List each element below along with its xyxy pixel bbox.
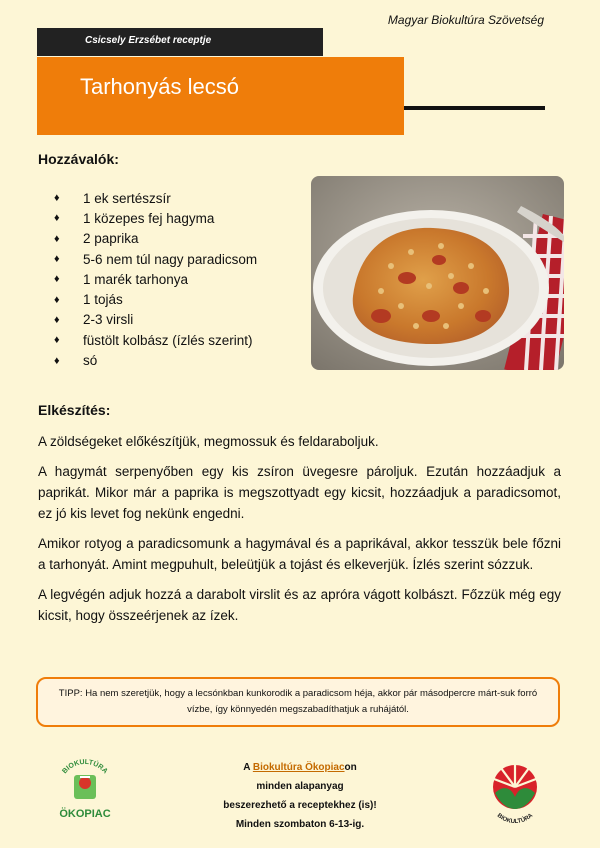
- ingredient-text: 1 közepes fej hagyma: [83, 210, 215, 226]
- author-bar: [37, 28, 323, 56]
- list-item: [54, 188, 257, 208]
- title-banner: [37, 57, 404, 135]
- footer-line: minden alapanyag: [256, 781, 344, 792]
- okopiac-logo-top-text: BIOKULTÚRA: [61, 758, 109, 776]
- ingredient-text: 1 tojás: [83, 292, 123, 308]
- ingredients-heading: Hozzávalók:: [38, 151, 119, 167]
- bullet-icon: ♦: [54, 293, 60, 306]
- bullet-icon: ♦: [54, 253, 60, 266]
- bullet-icon: ♦: [54, 212, 60, 225]
- list-item: [54, 229, 257, 249]
- footer-prefix: A: [243, 762, 253, 773]
- bullet-icon: ♦: [54, 273, 60, 286]
- ingredient-text: 2 paprika: [83, 231, 139, 247]
- list-item: [54, 289, 257, 309]
- okopiac-link[interactable]: Biokultúra Ökopiac: [252, 762, 345, 773]
- list-item: [54, 269, 257, 289]
- okopiac-logo: [50, 753, 120, 831]
- footer-line: Minden szombaton 6-13-ig.: [235, 819, 365, 830]
- recipe-title: Tarhonyás lecsó: [80, 74, 239, 99]
- ingredient-text: só: [83, 353, 98, 369]
- bullet-icon: ♦: [54, 232, 60, 245]
- svg-text:BIOKULTÚRA: [496, 812, 535, 825]
- ingredient-text: 1 ek sertészsír: [83, 190, 171, 206]
- bullet-icon: ♦: [54, 334, 60, 347]
- footer-line: beszerezhető a receptekhez (is)!: [223, 800, 377, 811]
- method-paragraph: Amikor rotyog a paradicsomunk a hagymával és a paprikával, akkor tesszük bele főzni a tarhonyát. Amint megpuhult, beleütjük a tojást és elkeverjük. Ízlés szerint sózzuk.: [38, 536, 561, 572]
- footer-suffix: on: [344, 762, 357, 773]
- bullet-icon: ♦: [54, 354, 60, 367]
- author-line: Csicsely Erzsébet receptje: [85, 35, 212, 46]
- list-item: [54, 249, 257, 269]
- ingredient-text: 5-6 nem túl nagy paradicsom: [83, 251, 258, 267]
- biokultura-logo: [481, 757, 549, 825]
- dish-photo: [311, 176, 564, 370]
- method-paragraph: A zöldségeket előkészítjük, megmossuk és feldaraboljuk.: [38, 434, 379, 449]
- method-heading: Elkészítés:: [38, 402, 111, 418]
- list-item: [54, 330, 257, 350]
- ingredients-list: [54, 188, 257, 371]
- ingredient-text: 2-3 virsli: [83, 312, 134, 328]
- ingredient-text: füstölt kolbász (ízlés szerint): [83, 332, 253, 348]
- list-item: [54, 208, 257, 228]
- okopiac-logo-bottom-text: ÖKOPIAC: [59, 808, 111, 820]
- method-paragraph: A hagymát serpenyőben egy kis zsíron üvegesre pároljuk. Ezután hozzáadjuk a paprikát. Mikor már a paprika is megszottyadt egy kicsit, hozzáadjuk a paradicsomot, ez jó kis levet fog nekünk engedni.: [38, 464, 561, 521]
- bullet-icon: ♦: [54, 192, 60, 205]
- footer-note: [210, 758, 390, 834]
- title-underline: [404, 106, 545, 110]
- list-item: [54, 310, 257, 330]
- bullet-icon: ♦: [54, 313, 60, 326]
- method-paragraph: A legvégén adjuk hozzá a darabolt virslit és az apróra vágott kolbászt. Főzzük még egy kicsit, hogy összeérjenek az ízek.: [38, 587, 561, 623]
- ingredient-text: 1 marék tarhonya: [83, 271, 189, 287]
- tip-box: TIPP: Ha nem szeretjük, hogy a lecsónkban kunkorodik a paradicsom héja, akkor pár másodpercre márt-suk forró vízbe, így könnyedén megszabadíthatjuk a ruhájától.: [36, 677, 560, 727]
- organization-name: Magyar Biokultúra Szövetség: [387, 13, 544, 27]
- list-item: [54, 350, 257, 370]
- method-text: [38, 431, 561, 635]
- biokultura-logo-text: BIOKULTÚRA: [495, 812, 535, 825]
- svg-text:BIOKULTÚRA: [61, 759, 108, 776]
